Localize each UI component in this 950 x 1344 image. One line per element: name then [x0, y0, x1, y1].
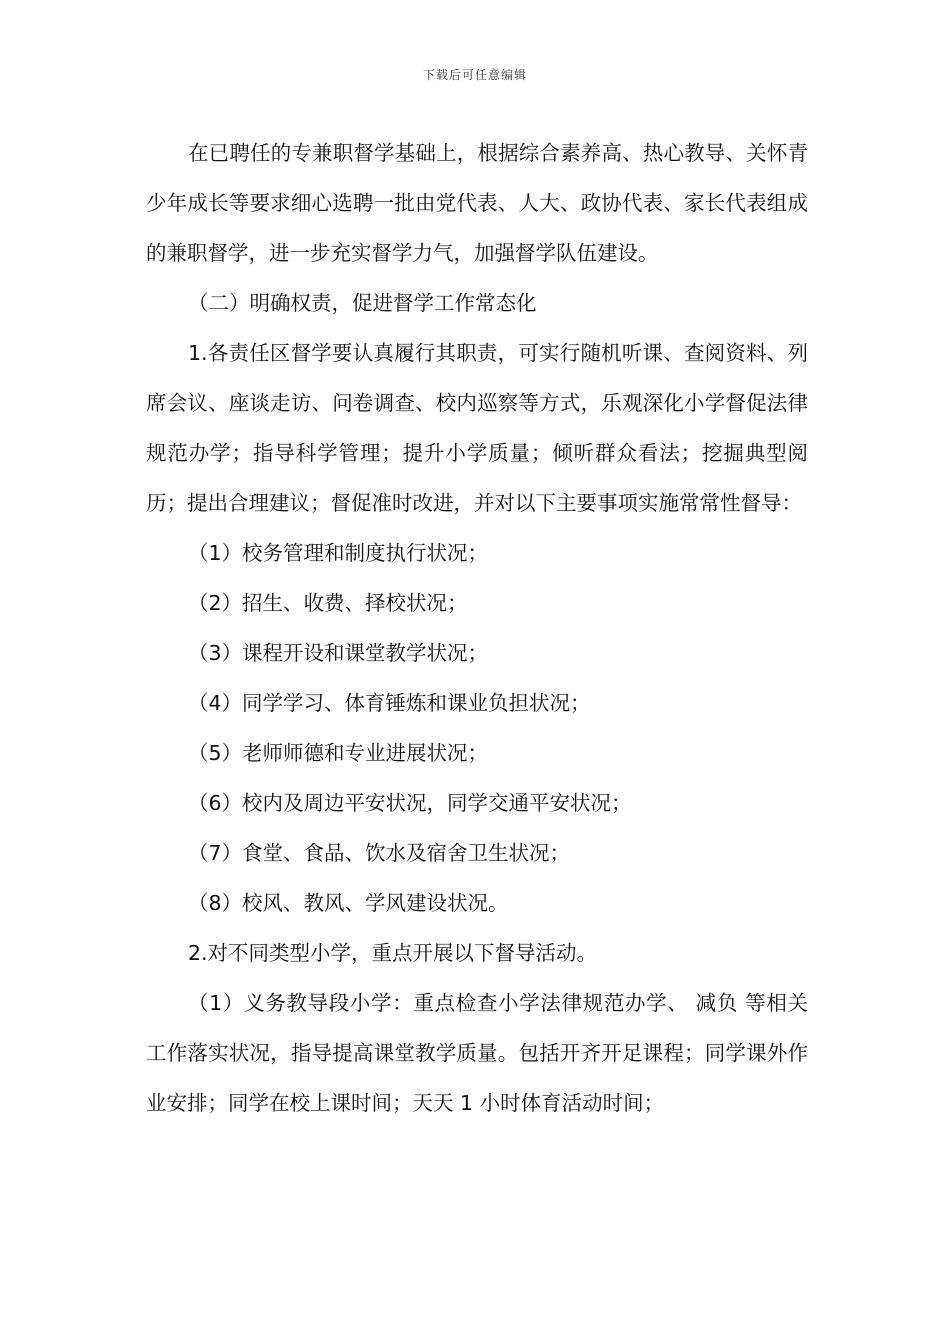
list-item-2: （2）招生、收费、择校状况； — [188, 591, 468, 615]
section-heading-duties: （二）明确权责，促进督学工作常态化 — [188, 291, 537, 315]
paragraph-supervisor-selection: 在已聘任的专兼职督学基础上，根据综合素养高、热心教导、关怀青少年成长等要求细心选聘一批由党代表、人大、政协代表、家长代表组成的兼职督学，进一步充实督学力气，加强督学队伍建设。 — [146, 141, 808, 265]
paragraph-duties-1: 1.各责任区督学要认真履行其职责，可实行随机听课、查阅资料、列席会议、座谈走访、问卷调查、校内巡察等方式，乐观深化小学督促法律规范办学；指导科学管理；提升小学质量；倾听群众看法；挖掘典型阅历；提出合理建议；督促准时改进，并对以下主要事项实施常常性督导： — [146, 341, 808, 515]
list-item-7: （7）食堂、食品、饮水及宿舍卫生状况； — [188, 841, 571, 865]
paragraph-compulsory-education: （1）义务教导段小学：重点检查小学法律规范办学、 减负 等相关工作落实状况，指导提高课堂教学质量。包括开齐开足课程；同学课外作业安排；同学在校上课时间；天天 1 小时体育活动时间； — [146, 991, 808, 1115]
list-item-6: （6）校内及周边平安状况，同学交通平安状况； — [188, 791, 632, 815]
paragraph-duties-2: 2.对不同类型小学，重点开展以下督导活动。 — [188, 941, 598, 965]
page-header: 下载后可任意编辑 — [422, 68, 527, 82]
list-item-4: （4）同学学习、体育锤炼和课业负担状况； — [188, 691, 591, 715]
list-item-5: （5）老师师德和专业进展状况； — [188, 741, 489, 765]
document-body — [146, 128, 808, 1128]
list-item-8: （8）校风、教风、学风建设状况。 — [188, 891, 509, 915]
list-item-1: （1）校务管理和制度执行状况； — [188, 541, 489, 565]
list-item-3: （3）课程开设和课堂教学状况； — [188, 641, 489, 665]
